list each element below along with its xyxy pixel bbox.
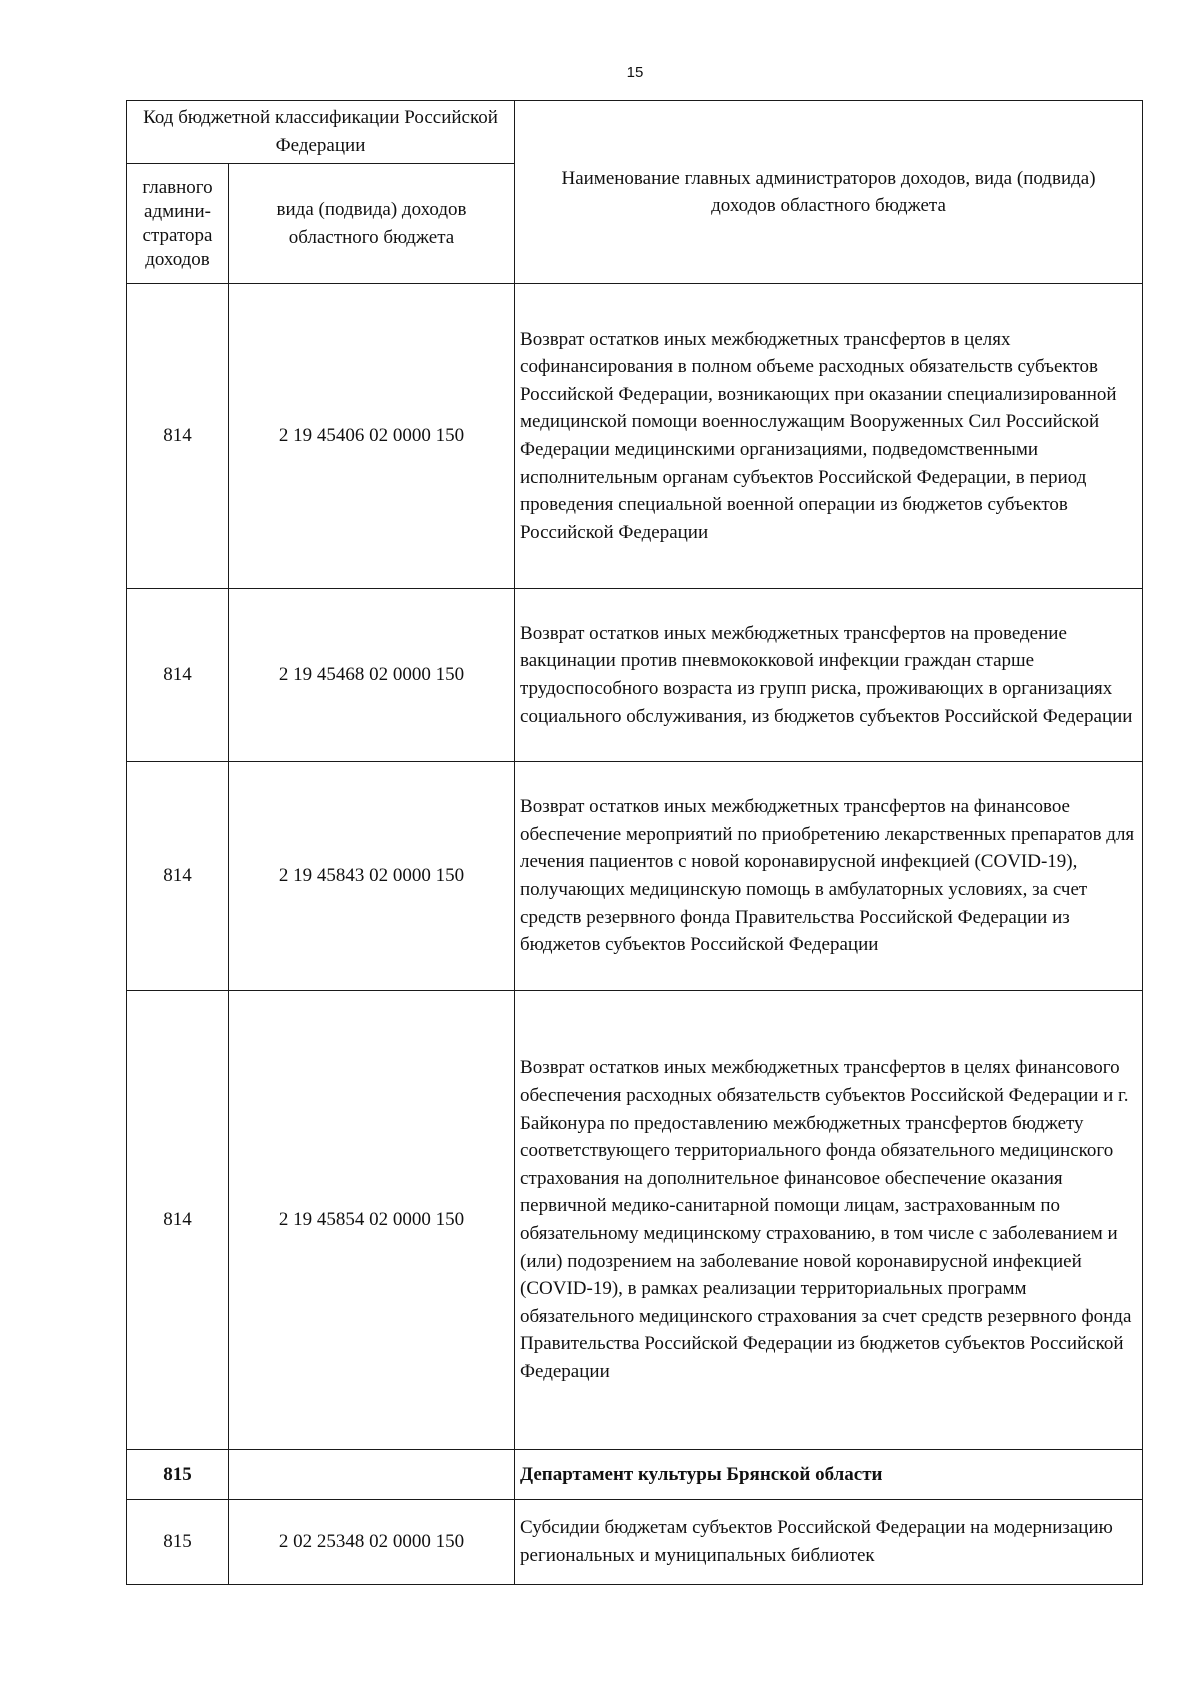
table-row	[127, 589, 1143, 762]
income-code-cell: 2 02 25348 02 0000 150	[229, 1500, 515, 1585]
header-name-column: Наименование главных администраторов доходов, вида (подвида) доходов областного бюджета	[515, 101, 1143, 284]
admin-code-cell: 815	[127, 1450, 229, 1500]
income-name-cell: Возврат остатков иных межбюджетных трансфертов в целях финансового обеспечения расходных обязательств субъектов Российской Федерации и г. Байконура по предоставлению межбюджетных трансфертов бюджету соответствующего территориального фонда обязательного медицинского страхования на дополнительное финансовое обеспечение оказания первичной медико-санитарной помощи лицам, застрахованным по обязательному медицинскому страхованию, в том числе с заболеванием и (или) подозрением на заболевание новой коронавирусной инфекцией (COVID-19), в рамках реализации территориальных программ обязательного медицинского страхования за счет средств резервного фонда Правительства Российской Федерации из бюджетов субъектов Российской Федерации	[515, 991, 1143, 1450]
budget-classification-table	[126, 100, 1143, 1585]
table-row	[127, 762, 1143, 991]
table-header-row	[127, 101, 1143, 164]
income-name-cell: Возврат остатков иных межбюджетных трансфертов в целях софинансирования в полном объеме расходных обязательств субъектов Российской Федерации, возникающих при оказании специализированной медицинской помощи военнослужащим Вооруженных Сил Российской Федерации медицинскими организациями, подведомственными исполнительным органам субъектов Российской Федерации, в период проведения специальной военной операции из бюджетов субъектов Российской Федерации	[515, 284, 1143, 589]
income-name-cell: Возврат остатков иных межбюджетных трансфертов на финансовое обеспечение мероприятий по приобретению лекарственных препаратов для лечения пациентов с новой коронавирусной инфекцией (COVID-19), получающих медицинскую помощь в амбулаторных условиях, за счет средств резервного фонда Правительства Российской Федерации из бюджетов субъектов Российской Федерации	[515, 762, 1143, 991]
admin-code-cell: 815	[127, 1500, 229, 1585]
admin-code-cell: 814	[127, 991, 229, 1450]
income-code-cell: 2 19 45468 02 0000 150	[229, 589, 515, 762]
table-row	[127, 1500, 1143, 1585]
admin-code-cell: 814	[127, 284, 229, 589]
income-code-cell: 2 19 45854 02 0000 150	[229, 991, 515, 1450]
page-number: 15	[626, 64, 644, 81]
admin-code-cell: 814	[127, 589, 229, 762]
department-name-cell: Департамент культуры Брянской области	[515, 1450, 1143, 1500]
table-row	[127, 991, 1143, 1450]
income-name-cell: Возврат остатков иных межбюджетных трансфертов на проведение вакцинации против пневмококковой инфекции граждан старше трудоспособного возраста из групп риска, проживающих в организациях социального обслуживания, из бюджетов субъектов Российской Федерации	[515, 589, 1143, 762]
table-row	[127, 284, 1143, 589]
table-row-department	[127, 1450, 1143, 1500]
income-name-cell: Субсидии бюджетам субъектов Российской Федерации на модернизацию региональных и муниципальных библиотек	[515, 1500, 1143, 1585]
income-code-cell: 2 19 45406 02 0000 150	[229, 284, 515, 589]
income-code-cell: 2 19 45843 02 0000 150	[229, 762, 515, 991]
header-code-column: вида (подвида) доходов областного бюджета	[229, 164, 515, 284]
header-admin-column: главного админи-стратора доходов	[127, 164, 229, 284]
header-group-title: Код бюджетной классификации Российской Федерации	[127, 101, 515, 164]
admin-code-cell: 814	[127, 762, 229, 991]
income-code-cell	[229, 1450, 515, 1500]
